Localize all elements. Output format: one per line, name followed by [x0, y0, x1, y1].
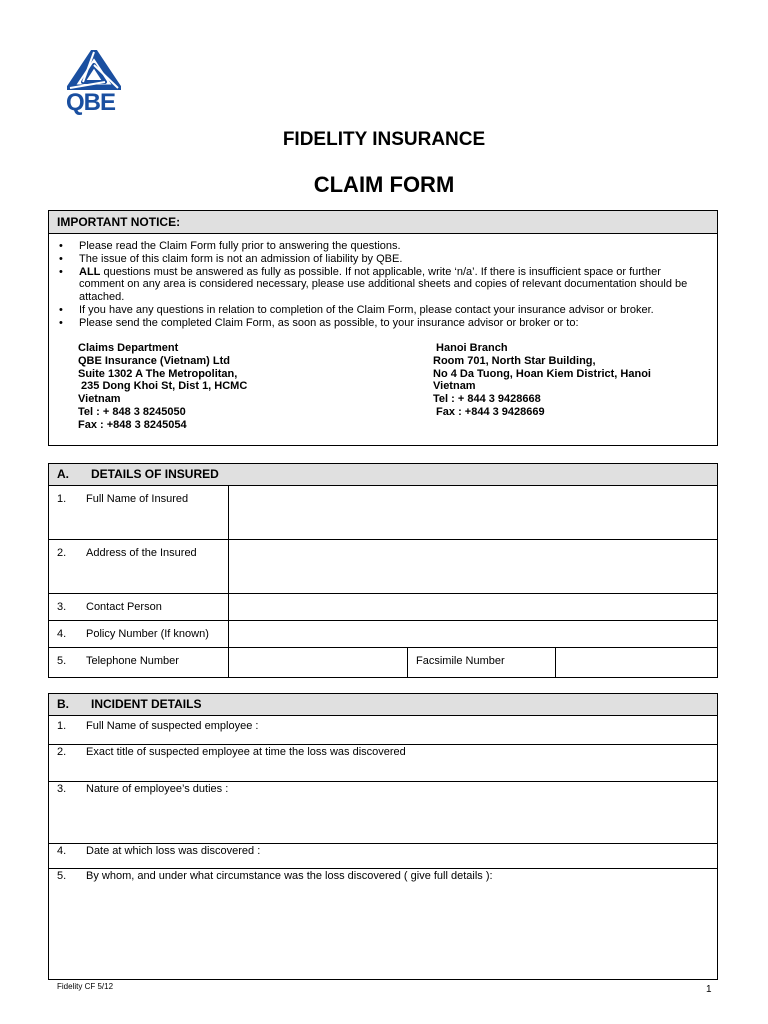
notice-item: • Please read the Claim Form fully prior to answering the questions. — [49, 240, 717, 253]
cell-divider — [228, 486, 229, 539]
address-hanoi — [433, 342, 651, 419]
row-label: Address of the Insured — [86, 547, 197, 559]
logo-text: QBE — [66, 89, 116, 116]
section-letter: A. — [57, 467, 69, 481]
row-number: 5. — [57, 655, 67, 667]
insured-address-row — [49, 540, 717, 594]
employee-duties-row — [49, 782, 717, 844]
cell-divider — [228, 648, 229, 677]
row-number: 1. — [57, 720, 67, 732]
section-title: INCIDENT DETAILS — [91, 697, 202, 711]
address-line: Fax : +844 3 9428669 — [433, 405, 545, 418]
row-label: Exact title of suspected employee at time the loss was discovered — [86, 746, 406, 758]
row-label: By whom, and under what circumstance was the loss discovered ( give full details ): — [86, 870, 493, 882]
address-line: Suite 1302 A The Metropolitan, — [78, 367, 238, 380]
row-number: 3. — [57, 783, 67, 795]
row-number: 2. — [57, 547, 67, 559]
address-line: Room 701, North Star Building, — [433, 354, 596, 367]
row-label: Nature of employee’s duties : — [86, 783, 229, 795]
qbe-triangle-icon — [67, 50, 121, 90]
address-line: Fax : +848 3 8245054 — [78, 418, 187, 431]
form-subtitle: CLAIM FORM — [313, 172, 455, 197]
qbe-logo — [66, 50, 122, 115]
address-line: Tel : + 848 3 8245050 — [78, 405, 186, 418]
telephone-fax-row — [49, 648, 717, 677]
notice-heading: IMPORTANT NOTICE: — [49, 211, 717, 234]
address-line: Claims Department — [78, 342, 179, 354]
address-hcmc — [78, 342, 247, 432]
contact-person-row — [49, 594, 717, 621]
fax-label: Facsimile Number — [416, 655, 505, 667]
notice-bold-all: ALL — [79, 265, 101, 278]
cell-divider — [407, 648, 408, 677]
row-number: 4. — [57, 845, 67, 857]
section-a-details-of-insured — [48, 463, 718, 678]
row-number: 2. — [57, 746, 67, 758]
insured-name-row — [49, 486, 717, 540]
notice-item: • If you have any questions in relation to completion of the Claim Form, please contact your insurance advisor or broker. — [49, 304, 717, 317]
address-line: Vietnam — [78, 393, 121, 406]
important-notice-box — [48, 210, 718, 446]
form-code: Fidelity CF 5/12 — [57, 982, 114, 991]
section-title: DETAILS OF INSURED — [91, 467, 219, 481]
cell-divider — [228, 594, 229, 620]
policy-number-row — [49, 621, 717, 648]
address-line: No 4 Da Tuong, Hoan Kiem District, Hanoi — [433, 367, 651, 380]
row-label: Policy Number (If known) — [86, 628, 209, 640]
section-b-heading — [49, 694, 717, 716]
notice-item: • Please send the completed Claim Form, as soon as possible, to your insurance advisor or broker or to: — [49, 317, 717, 330]
employee-title-row — [49, 745, 717, 782]
row-label: Telephone Number — [86, 655, 179, 667]
notice-item-text: questions must be answered as fully as possible. If not applicable, write ‘n/a’. If there is insufficient space or further comment on any area is considered necessary, please use additional sheets and copies of relevant documentation should be attached. — [79, 265, 688, 304]
notice-list — [49, 240, 717, 330]
cell-divider — [228, 540, 229, 593]
address-line: Vietnam — [433, 380, 476, 393]
row-label: Contact Person — [86, 601, 162, 613]
cell-divider — [228, 621, 229, 647]
form-title: FIDELITY INSURANCE — [282, 129, 486, 150]
row-number: 4. — [57, 628, 67, 640]
section-b-incident-details — [48, 693, 718, 980]
cell-divider — [555, 648, 556, 677]
section-letter: B. — [57, 697, 69, 711]
row-number: 3. — [57, 601, 67, 613]
loss-date-row — [49, 844, 717, 869]
row-number: 5. — [57, 870, 67, 882]
address-line: QBE Insurance (Vietnam) Ltd — [78, 354, 230, 367]
row-number: 1. — [57, 493, 67, 505]
address-line: Tel : + 844 3 9428668 — [433, 393, 541, 406]
address-line: Hanoi Branch — [433, 342, 508, 354]
row-label: Full Name of Insured — [86, 493, 189, 505]
section-a-heading — [49, 464, 717, 486]
address-line: 235 Dong Khoi St, Dist 1, HCMC — [78, 380, 248, 393]
row-label: Full Name of suspected employee : — [86, 720, 259, 732]
employee-name-row — [49, 716, 717, 745]
page-number: 1 — [706, 984, 712, 995]
notice-item: • The issue of this claim form is not an admission of liability by QBE. — [49, 253, 717, 266]
row-label: Date at which loss was discovered : — [86, 845, 261, 857]
loss-discovery-row — [49, 869, 717, 980]
notice-item — [49, 266, 717, 304]
